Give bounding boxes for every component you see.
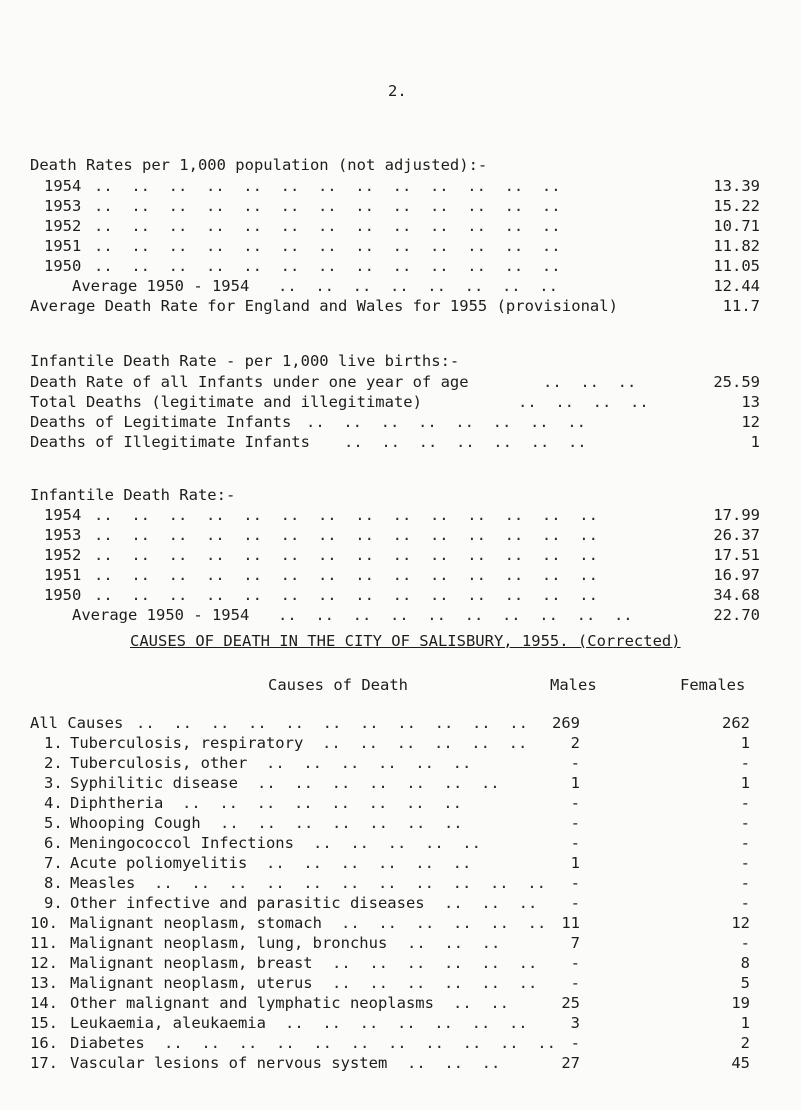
cause-label: Acute poliomyelitis: [70, 854, 248, 872]
dot-leader: .. .. .. .. .. ..: [341, 914, 547, 932]
infantile-row-label: Deaths of Legitimate Infants: [30, 413, 292, 431]
cause-number: 2.: [44, 754, 63, 772]
cause-females: -: [740, 794, 750, 812]
dot-leader: .. .. .. .. .. ..: [332, 974, 538, 992]
cause-number: 6.: [44, 834, 63, 852]
infantile-row-label: Deaths of Illegitimate Infants: [30, 433, 310, 451]
cause-females: 1: [740, 734, 750, 752]
cause-number: 10.: [30, 914, 58, 932]
england-average-label: Average Death Rate for England and Wales for 1955 (provisional): [30, 297, 618, 315]
col-header-males: Males: [550, 676, 597, 694]
infantile-row-value: 1: [750, 433, 760, 451]
death-rate-value: 15.22: [713, 197, 760, 215]
cause-males: 2: [570, 734, 580, 752]
dot-leader: .. .. .. .. .. .. .. .. .. .. ..: [136, 714, 528, 732]
cause-label: Malignant neoplasm, stomach: [70, 914, 322, 932]
cause-number: 13.: [30, 974, 58, 992]
infantile-row-label: Total Deaths (legitimate and illegitimate): [30, 393, 422, 411]
infantile-row-value: 13: [741, 393, 760, 411]
cause-females: 2: [740, 1034, 750, 1052]
cause-number: 4.: [44, 794, 63, 812]
cause-females: -: [740, 854, 750, 872]
infantile-year: 1954: [44, 506, 82, 524]
dot-leader: .. .. .. ..: [518, 393, 649, 411]
col-header-females: Females: [680, 676, 746, 694]
cause-label: Syphilitic disease: [70, 774, 238, 792]
page-number: 2.: [388, 82, 407, 100]
death-rate-year: 1952: [44, 217, 82, 235]
dot-leader: .. .. .. .. .. .. .. .. .. .. .. .. ..: [94, 257, 561, 275]
cause-females: -: [740, 754, 750, 772]
cause-label: Malignant neoplasm, lung, bronchus: [70, 934, 388, 952]
cause-males: 3: [570, 1014, 580, 1032]
infantile-year: 1951: [44, 566, 82, 584]
dot-leader: .. .. .. .. .. .. .. ..: [182, 794, 462, 812]
causes-title: CAUSES OF DEATH IN THE CITY OF SALISBURY, 1955. (Corrected): [130, 632, 681, 650]
infantile-year-value: 16.97: [713, 566, 760, 584]
infantile-average-value: 22.70: [713, 606, 760, 624]
cause-males: -: [570, 974, 580, 992]
death-rate-value: 11.82: [713, 237, 760, 255]
dot-leader: .. .. .. .. .. .. .. .. .. .. .. .. .. ..: [94, 586, 598, 604]
infantile-year-value: 17.51: [713, 546, 760, 564]
cause-label: Vascular lesions of nervous system: [70, 1054, 388, 1072]
cause-label: Tuberculosis, respiratory: [70, 734, 304, 752]
average-value: 12.44: [713, 277, 760, 295]
cause-label: Other malignant and lymphatic neoplasms: [70, 994, 434, 1012]
dot-leader: .. .. .. .. .. .. ..: [285, 1014, 528, 1032]
infantile-year-value: 17.99: [713, 506, 760, 524]
cause-females: 8: [740, 954, 750, 972]
cause-females: 45: [731, 1054, 750, 1072]
dot-leader: .. .. .. .. ..: [313, 834, 481, 852]
dot-leader: .. .. .. .. .. .. ..: [257, 774, 500, 792]
all-causes-males: 269: [552, 714, 580, 732]
dot-leader: .. .. .. .. .. ..: [266, 854, 472, 872]
cause-females: 5: [740, 974, 750, 992]
infantile-years-heading: Infantile Death Rate:-: [30, 486, 236, 504]
cause-label: Other infective and parasitic diseases: [70, 894, 425, 912]
cause-males: -: [570, 1034, 580, 1052]
cause-label: Malignant neoplasm, uterus: [70, 974, 313, 992]
dot-leader: .. .. .. .. .. .. .. .. .. .. .. .. .. ..: [94, 566, 598, 584]
infantile-row-value: 12: [741, 413, 760, 431]
cause-males: 11: [561, 914, 580, 932]
cause-males: -: [570, 874, 580, 892]
dot-leader: .. .. ..: [407, 1054, 501, 1072]
cause-females: -: [740, 894, 750, 912]
cause-males: -: [570, 754, 580, 772]
cause-number: 16.: [30, 1034, 58, 1052]
death-rate-year: 1951: [44, 237, 82, 255]
death-rate-value: 10.71: [713, 217, 760, 235]
infantile-average-label: Average 1950 - 1954: [72, 606, 250, 624]
infantile-heading: Infantile Death Rate - per 1,000 live births:-: [30, 352, 460, 370]
dot-leader: .. .. .. .. .. .. .. .. .. .. .. .. .. ..: [94, 506, 598, 524]
cause-females: -: [740, 934, 750, 952]
dot-leader: .. .. .. .. .. .. .. ..: [278, 277, 558, 295]
cause-females: -: [740, 874, 750, 892]
average-label: Average 1950 - 1954: [72, 277, 250, 295]
death-rate-value: 11.05: [713, 257, 760, 275]
cause-males: -: [570, 794, 580, 812]
dot-leader: .. .. .. .. .. ..: [266, 754, 472, 772]
death-rate-year: 1950: [44, 257, 82, 275]
cause-males: -: [570, 954, 580, 972]
cause-males: 27: [561, 1054, 580, 1072]
dot-leader: .. .. .. .. .. ..: [322, 734, 528, 752]
dot-leader: .. .. .. .. .. .. .. .. .. .. .. .. .. ..: [94, 546, 598, 564]
infantile-year: 1953: [44, 526, 82, 544]
dot-leader: .. .. .. .. .. .. .. ..: [306, 413, 586, 431]
dot-leader: .. .. .. .. .. .. .. .. .. .. ..: [154, 874, 546, 892]
death-rate-year: 1953: [44, 197, 82, 215]
cause-males: 1: [570, 854, 580, 872]
death-rate-value: 13.39: [713, 177, 760, 195]
cause-females: -: [740, 814, 750, 832]
all-causes-label: All Causes: [30, 714, 124, 732]
death-rate-year: 1954: [44, 177, 82, 195]
infantile-year-value: 34.68: [713, 586, 760, 604]
cause-males: -: [570, 894, 580, 912]
dot-leader: .. .. .. .. .. ..: [332, 954, 538, 972]
infantile-year: 1950: [44, 586, 82, 604]
cause-number: 3.: [44, 774, 63, 792]
cause-number: 9.: [44, 894, 63, 912]
cause-number: 17.: [30, 1054, 58, 1072]
england-average-value: 11.7: [722, 297, 760, 315]
cause-females: -: [740, 834, 750, 852]
cause-label: Diabetes: [70, 1034, 145, 1052]
dot-leader: .. .. .. .. .. .. .. .. .. .. .. .. ..: [94, 237, 561, 255]
dot-leader: .. .. ..: [407, 934, 501, 952]
death-rates-heading: Death Rates per 1,000 population (not adjusted):-: [30, 156, 488, 174]
cause-number: 8.: [44, 874, 63, 892]
infantile-year: 1952: [44, 546, 82, 564]
cause-number: 12.: [30, 954, 58, 972]
cause-males: 7: [570, 934, 580, 952]
cause-label: Meningococcol Infections: [70, 834, 294, 852]
col-header-cause: Causes of Death: [268, 676, 408, 694]
cause-males: 1: [570, 774, 580, 792]
dot-leader: .. .. .. .. .. .. .. .. .. .. .. .. ..: [94, 177, 561, 195]
dot-leader: .. .. .. .. .. .. .. .. .. .. .. .. ..: [94, 217, 561, 235]
cause-number: 1.: [44, 734, 63, 752]
cause-number: 7.: [44, 854, 63, 872]
dot-leader: .. .. .. .. .. .. .. .. .. .. .. .. ..: [94, 197, 561, 215]
cause-label: Leukaemia, aleukaemia: [70, 1014, 266, 1032]
cause-label: Measles: [70, 874, 136, 892]
cause-females: 1: [740, 1014, 750, 1032]
cause-label: Tuberculosis, other: [70, 754, 248, 772]
cause-females: 12: [731, 914, 750, 932]
infantile-row-value: 25.59: [713, 373, 760, 391]
cause-females: 19: [731, 994, 750, 1012]
cause-males: -: [570, 814, 580, 832]
dot-leader: .. ..: [453, 994, 509, 1012]
dot-leader: .. .. .. .. .. .. ..: [220, 814, 463, 832]
cause-number: 5.: [44, 814, 63, 832]
cause-males: 25: [561, 994, 580, 1012]
cause-number: 15.: [30, 1014, 58, 1032]
cause-label: Whooping Cough: [70, 814, 201, 832]
infantile-year-value: 26.37: [713, 526, 760, 544]
cause-number: 14.: [30, 994, 58, 1012]
cause-number: 11.: [30, 934, 58, 952]
dot-leader: .. .. .. .. .. .. .. .. .. .. ..: [164, 1034, 556, 1052]
all-causes-females: 262: [722, 714, 750, 732]
dot-leader: .. .. ..: [543, 373, 637, 391]
dot-leader: .. .. ..: [444, 894, 538, 912]
cause-males: -: [570, 834, 580, 852]
infantile-row-label: Death Rate of all Infants under one year of age: [30, 373, 469, 391]
cause-label: Malignant neoplasm, breast: [70, 954, 313, 972]
cause-females: 1: [740, 774, 750, 792]
dot-leader: .. .. .. .. .. .. .. .. .. ..: [278, 606, 633, 624]
cause-label: Diphtheria: [70, 794, 164, 812]
dot-leader: .. .. .. .. .. .. .. .. .. .. .. .. .. ..: [94, 526, 598, 544]
dot-leader: .. .. .. .. .. .. ..: [344, 433, 587, 451]
